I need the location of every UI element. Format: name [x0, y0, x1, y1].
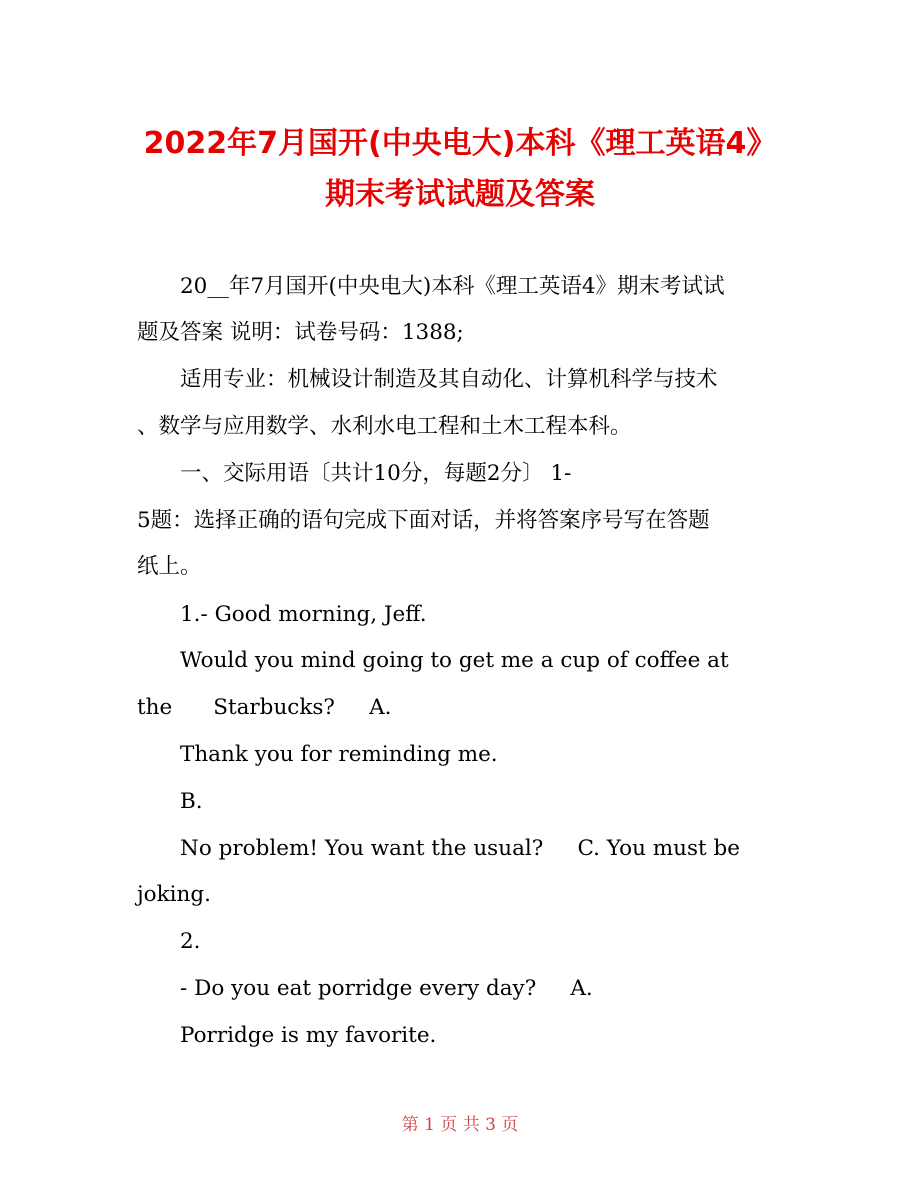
- option-line: Porridge is my favorite.: [180, 1023, 437, 1048]
- option-line: No problem! You want the usual? C. You must be: [180, 836, 740, 861]
- paragraph-line: 一、交际用语〔共计10分，每题2分〕 1-: [180, 461, 572, 486]
- page-number-footer: 第 1 页 共 3 页: [401, 1115, 519, 1135]
- question-line: 1.- Good morning, Jeff.: [180, 602, 427, 627]
- paragraph-line: 20__年7月国开(中央电大)本科《理工英语4》期末考试试: [180, 274, 725, 299]
- option-line: joking.: [137, 882, 211, 907]
- document-title-line-1: 2022年7月国开(中央电大)本科《理工英语4》: [143, 126, 777, 161]
- question-line: Would you mind going to get me a cup of coffee at: [180, 648, 729, 673]
- question-line: - Do you eat porridge every day? A.: [180, 976, 593, 1001]
- question-line: 2.: [180, 929, 201, 954]
- paragraph-line: 5题：选择正确的语句完成下面对话，并将答案序号写在答题: [137, 508, 710, 533]
- paragraph-line: 题及答案 说明：试卷号码：1388;: [137, 320, 464, 345]
- paragraph-line: 纸上。: [137, 554, 202, 579]
- document-title-line-2: 期末考试试题及答案: [325, 177, 595, 212]
- paragraph-line: 适用专业：机械设计制造及其自动化、计算机科学与技术: [180, 367, 718, 392]
- option-line: B.: [180, 789, 203, 814]
- paragraph-line: 、数学与应用数学、水利水电工程和土木工程本科。: [137, 414, 632, 439]
- question-line: the Starbucks? A.: [137, 695, 392, 720]
- option-line: Thank you for reminding me.: [180, 742, 498, 767]
